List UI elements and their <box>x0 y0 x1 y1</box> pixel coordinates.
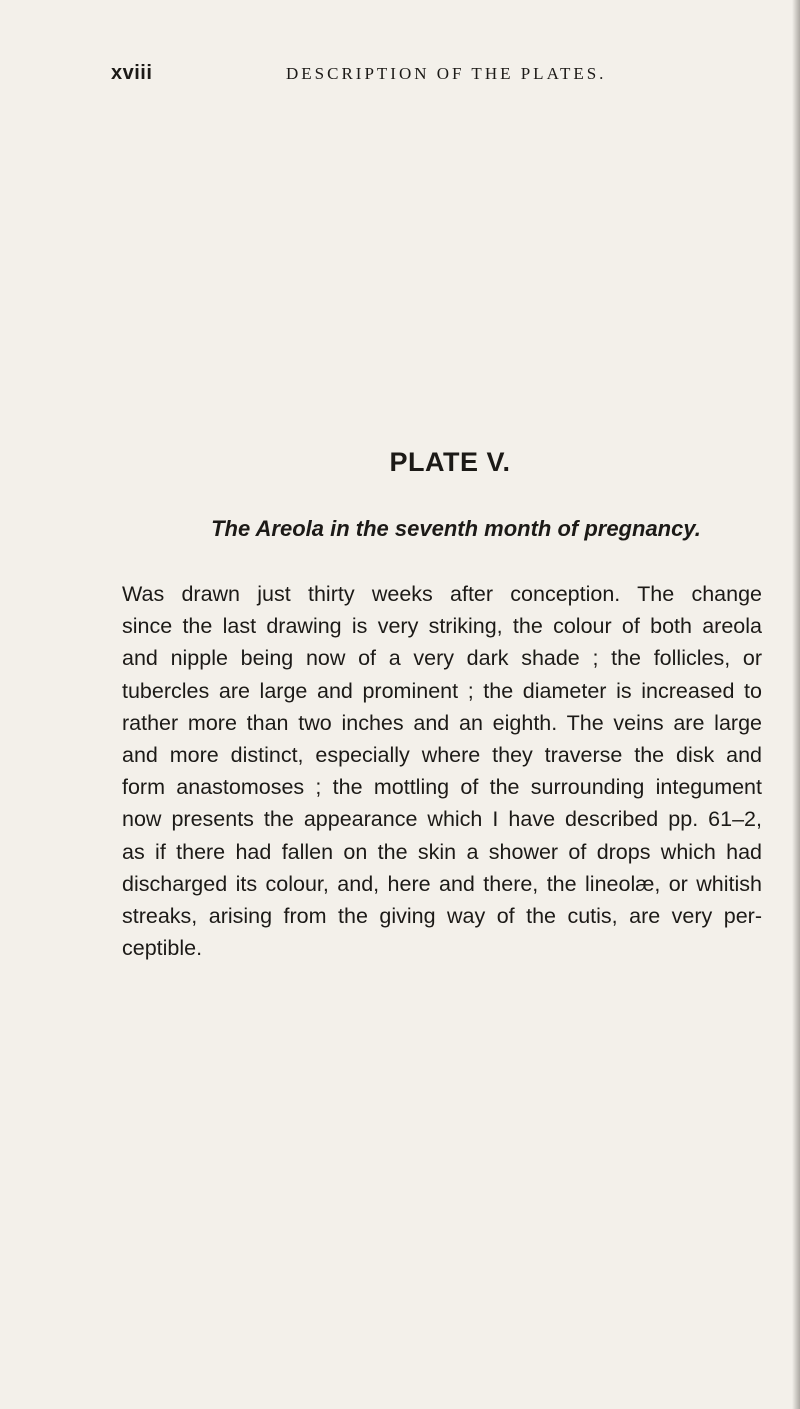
paragraph-line: now presents the appearance which I have described pp. 61–2, <box>122 807 762 832</box>
paragraph-line: ceptible. <box>122 936 203 961</box>
running-head <box>111 62 671 90</box>
paragraph-line: since the last drawing is very striking, the colour of both areola <box>122 614 762 639</box>
paragraph-line: and more distinct, especially where they traverse the disk and <box>122 742 762 767</box>
paragraph-line: streaks, arising from the giving way of the cutis, are very per- <box>122 903 762 928</box>
paragraph-line: rather more than two inches and an eighth. The veins are large <box>122 710 762 735</box>
paragraph-line: discharged its colour, and, here and there, the lineolæ, or whitish <box>122 871 762 896</box>
plate-subtitle: The Areola in the seventh month of pregnancy. <box>211 516 701 541</box>
body-paragraph <box>122 578 762 964</box>
paragraph-line: tubercles are large and prominent ; the diameter is increased to <box>122 678 762 703</box>
paragraph-line: form anastomoses ; the mottling of the surrounding integument <box>122 775 762 800</box>
paragraph-line: and nipple being now of a very dark shade ; the follicles, or <box>122 646 762 671</box>
running-title: DESCRIPTION OF THE PLATES. <box>286 64 607 83</box>
page-number: xviii <box>111 62 153 84</box>
page-edge-shadow <box>792 0 800 1409</box>
paragraph-line: as if there had fallen on the skin a shower of drops which had <box>122 839 762 864</box>
paragraph-line: Was drawn just thirty weeks after conception. The change <box>122 582 762 606</box>
plate-heading: PLATE V. <box>389 447 511 477</box>
